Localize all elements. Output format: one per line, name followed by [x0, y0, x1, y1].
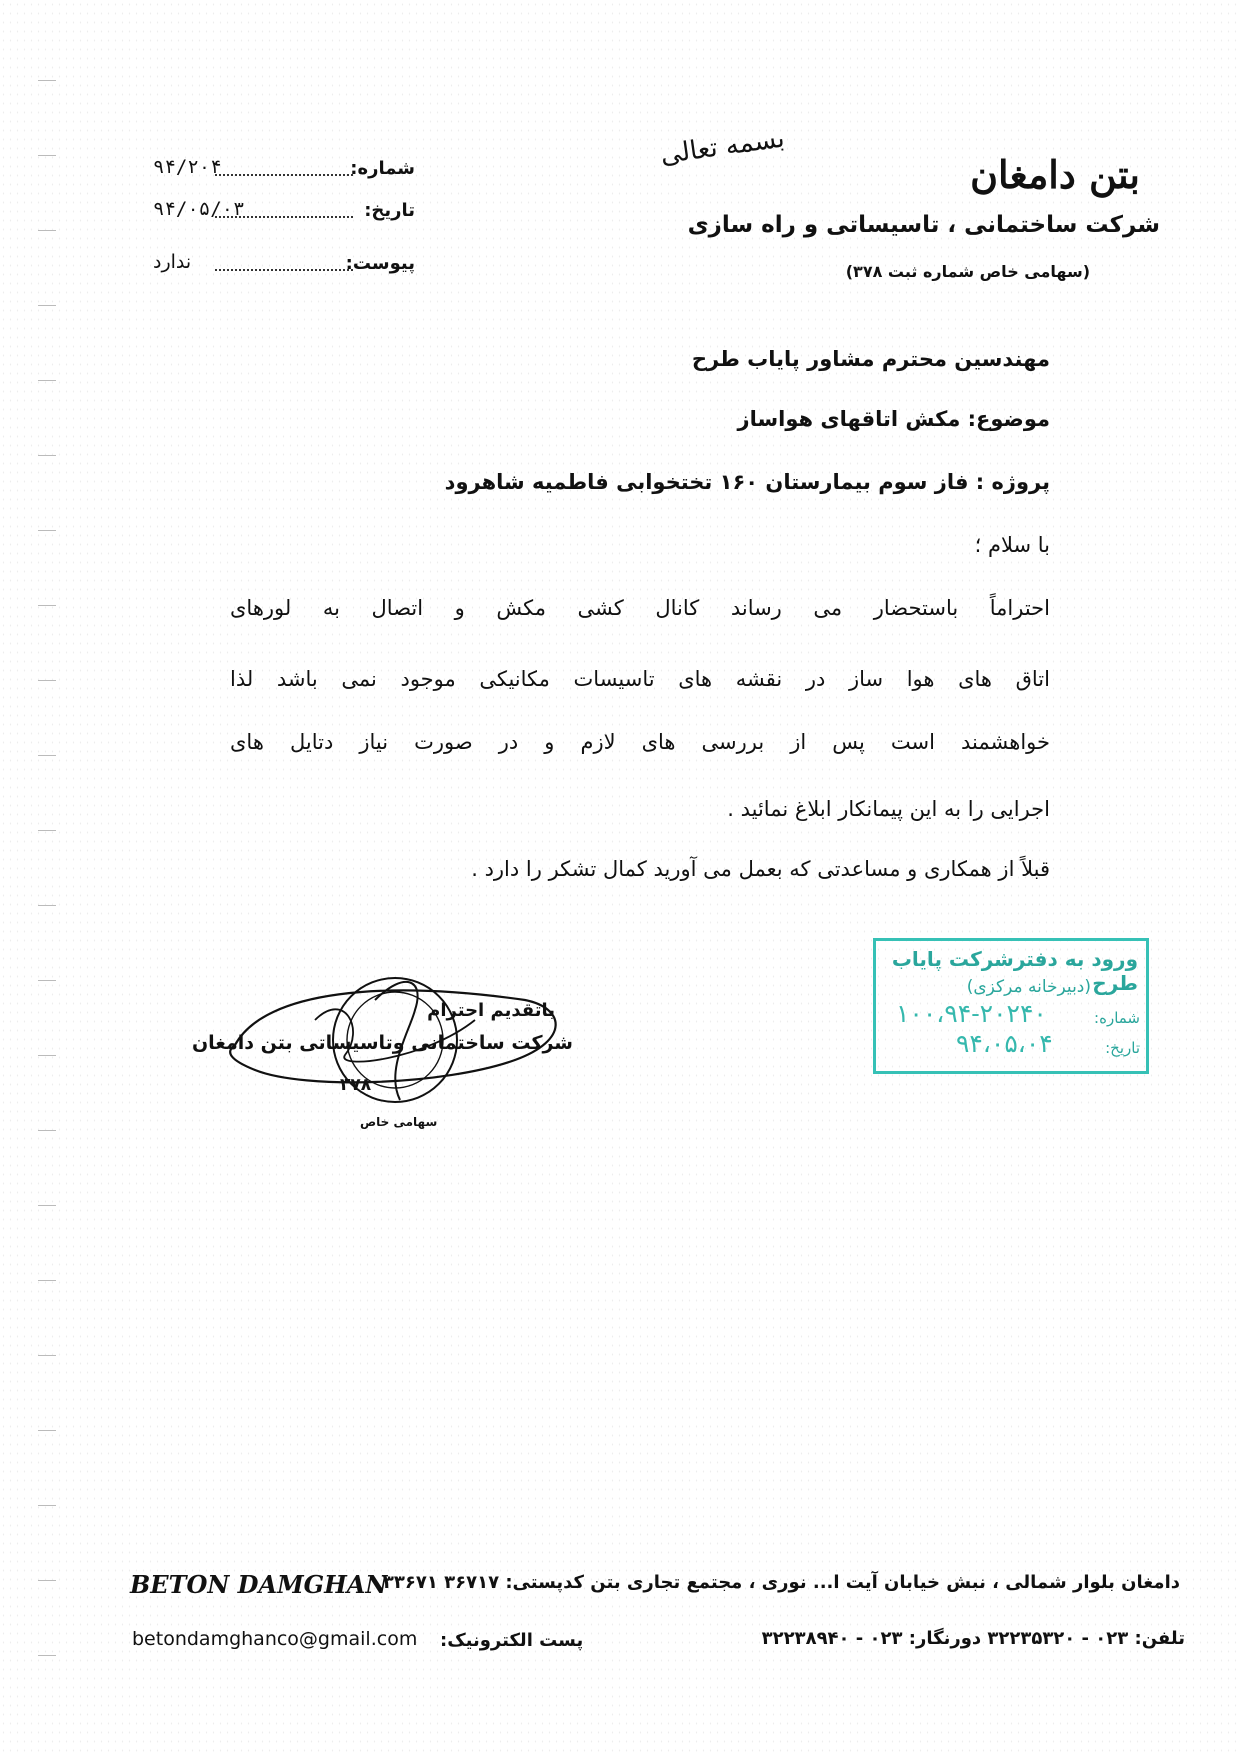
greeting-line: با سلام ؛: [974, 533, 1050, 557]
footer-email: betondamghanco@gmail.com: [132, 1628, 418, 1650]
stamp-date-label: تاریخ:: [1105, 1039, 1140, 1057]
stamp-title: ورود به دفترشرکت پایاب طرح: [891, 947, 1138, 995]
received-stamp: [873, 938, 1149, 1074]
attachment-value: ندارد: [153, 251, 192, 273]
margin-tick: [38, 305, 56, 306]
stamp-number-label: شماره:: [1094, 1009, 1140, 1027]
margin-tick: [38, 1355, 56, 1356]
margin-tick: [38, 980, 56, 981]
footer-brand: BETON DAMGHAN: [130, 1570, 388, 1599]
margin-tick: [38, 1505, 56, 1506]
margin-tick: [38, 155, 56, 156]
margin-tick: [38, 905, 56, 906]
paragraph-line: اجرایی را به این پیمانکار ابلاغ نمائید .: [727, 797, 1050, 821]
margin-tick: [38, 530, 56, 531]
margin-tick: [38, 755, 56, 756]
margin-tick: [38, 230, 56, 231]
margin-tick: [38, 680, 56, 681]
attachment-label: پیوست:: [345, 253, 415, 274]
letter-number-label: شماره:: [350, 158, 415, 179]
company-subtitle: شرکت ساختمانی ، تاسیساتی و راه سازی: [687, 212, 1160, 238]
margin-tick: [38, 1130, 56, 1131]
letter-date-label: تاریخ:: [364, 200, 415, 221]
footer-email-label: پست الکترونیک:: [440, 1630, 584, 1651]
margin-tick: [38, 80, 56, 81]
seal-number: ۳۷۸: [340, 1075, 372, 1095]
signature-company: شرکت ساختمانی وتاسیساتی بتن دامغان: [191, 1032, 573, 1054]
bism-heading: بسمه تعالی: [658, 123, 787, 171]
margin-tick: [38, 1280, 56, 1281]
margin-tick: [38, 1580, 56, 1581]
letter-date-value: ۹۴/۰۵/۰۳: [153, 198, 245, 220]
margin-tick: [38, 1055, 56, 1056]
margin-tick: [38, 1430, 56, 1431]
company-name: بتن دامغان: [970, 152, 1140, 197]
stamp-date-value: ۹۴،۰۵،۰۴: [956, 1029, 1053, 1058]
paragraph-line: احتراماً باستحضار می رساند کانال کشی مکش و اتصال به لورهای: [230, 596, 1050, 620]
margin-tick: [38, 1655, 56, 1656]
company-registration: (سهامی خاص شماره ثبت ۳۷۸): [845, 262, 1090, 281]
margin-tick: [38, 1205, 56, 1206]
project-line: پروژه : فاز سوم بیمارستان ۱۶۰ تختخوابی فاطمیه شاهرود: [444, 470, 1050, 494]
footer-phone: تلفن: ۰۲۳ - ۳۲۲۳۵۳۲۰ دورنگار: ۰۲۳ - ۳۲۲۳۸۹۴۰: [761, 1628, 1185, 1649]
margin-tick: [38, 605, 56, 606]
recipient-line: مهندسین محترم مشاور پایاب طرح: [691, 347, 1050, 371]
attachment-field: [135, 253, 415, 285]
signature-salutation: باتقدیم احترام: [427, 1000, 555, 1021]
dotted-line: [215, 269, 353, 271]
stamp-number-value: ۱۰۰،۹۴-۲۰۲۴۰: [896, 999, 1047, 1028]
letter-number-value: ۹۴/۲۰۴: [153, 156, 222, 178]
seal-type: سهامی خاص: [360, 1115, 438, 1129]
letter-date-field: [135, 200, 415, 232]
paragraph-line: اتاق های هوا ساز در نقشه های تاسیسات مکانیکی موجود نمی باشد لذا: [230, 667, 1050, 691]
footer-address: دامغان بلوار شمالی ، نبش خیابان آیت ا... نوری ، مجتمع تجاری بتن کدپستی: ۳۶۷۱۷ ۳۳۶۷۱: [382, 1572, 1180, 1593]
closing-line: قبلاً از همکاری و مساعدتی که بعمل می آورید کمال تشکر را دارد .: [471, 857, 1050, 881]
letter-number-field: [135, 158, 415, 190]
margin-tick: [38, 830, 56, 831]
margin-tick: [38, 380, 56, 381]
dotted-line: [215, 174, 353, 176]
page-margin-marks: [38, 80, 58, 1730]
paragraph-line: خواهشمند است پس از بررسی های لازم و در صورت نیاز دتایل های: [230, 730, 1050, 754]
subject-line: موضوع: مکش اتاقهای هواساز: [737, 407, 1050, 431]
margin-tick: [38, 455, 56, 456]
stamp-subtitle: (دبیرخانه مرکزی): [966, 977, 1091, 997]
